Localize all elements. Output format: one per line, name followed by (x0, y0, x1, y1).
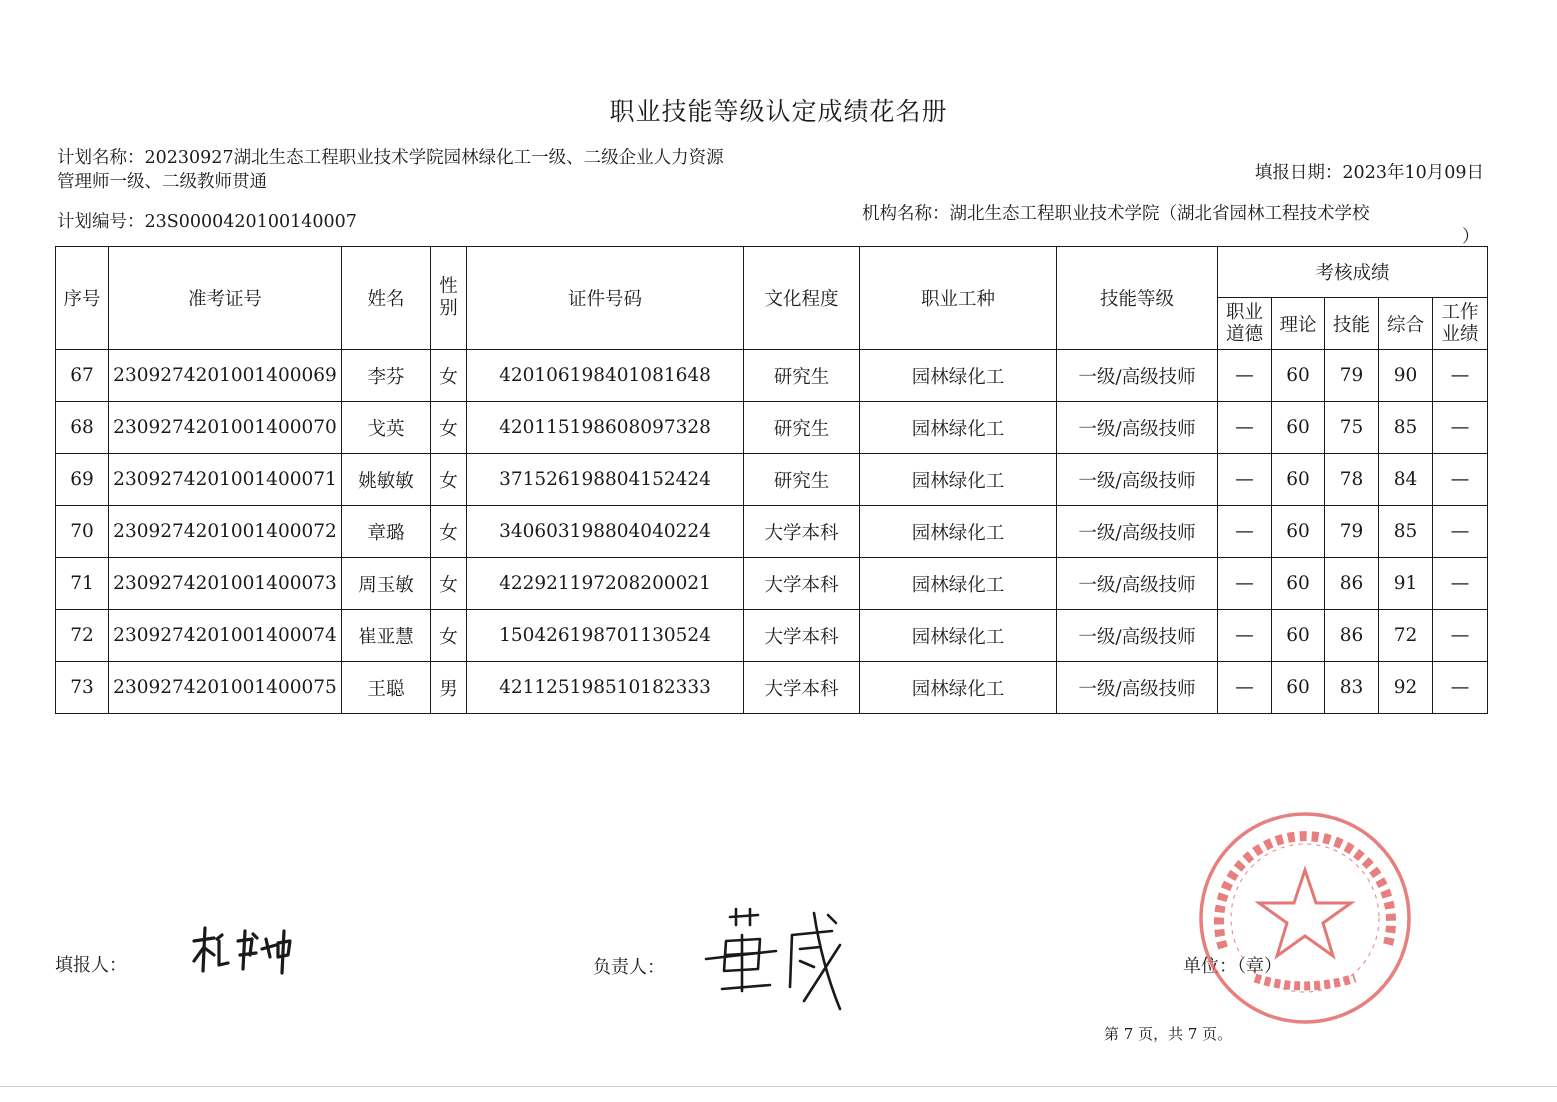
score-roster-table (55, 246, 1488, 714)
cell-exam-no: 2309274201001400073 (109, 558, 342, 610)
cell-overall: 85 (1379, 506, 1433, 558)
cell-gender: 女 (431, 350, 467, 402)
cell-education: 研究生 (744, 350, 860, 402)
cell-seq: 73 (56, 662, 109, 714)
cell-theory: 60 (1272, 662, 1325, 714)
cell-skill: 79 (1325, 506, 1379, 558)
cell-name: 李芬 (342, 350, 431, 402)
table-row (56, 610, 1488, 662)
cell-work-perf: — (1433, 402, 1488, 454)
cell-skill: 79 (1325, 350, 1379, 402)
plan-name-line-2: 管理师一级、二级教师贯通 (57, 172, 267, 192)
cell-exam-no: 2309274201001400074 (109, 610, 342, 662)
cell-ethics: — (1218, 402, 1272, 454)
cell-level: 一级/高级技师 (1057, 558, 1218, 610)
cell-id-no: 150426198701130524 (467, 610, 744, 662)
cell-name: 戈英 (342, 402, 431, 454)
cell-exam-no: 2309274201001400072 (109, 506, 342, 558)
table-row (56, 558, 1488, 610)
cell-skill: 83 (1325, 662, 1379, 714)
cell-education: 大学本科 (744, 610, 860, 662)
col-header-exam-no: 准考证号 (109, 247, 342, 350)
col-header-theory: 理论 (1272, 298, 1325, 350)
cell-seq: 70 (56, 506, 109, 558)
cell-gender: 女 (431, 454, 467, 506)
cell-name: 王聪 (342, 662, 431, 714)
cell-id-no: 371526198804152424 (467, 454, 744, 506)
cell-level: 一级/高级技师 (1057, 506, 1218, 558)
organization-name: 机构名称：湖北生态工程职业技术学院（湖北省园林工程技术学校 (862, 204, 1370, 224)
cell-gender: 女 (431, 610, 467, 662)
header-row-1 (56, 247, 1488, 298)
table-row (56, 402, 1488, 454)
cell-work-perf: — (1433, 558, 1488, 610)
cell-work-perf: — (1433, 662, 1488, 714)
filler-signature (190, 925, 305, 977)
cell-work-perf: — (1433, 350, 1488, 402)
cell-level: 一级/高级技师 (1057, 610, 1218, 662)
responsible-label: 负责人： (593, 957, 665, 978)
cell-exam-no: 2309274201001400070 (109, 402, 342, 454)
cell-theory: 60 (1272, 350, 1325, 402)
cell-theory: 60 (1272, 610, 1325, 662)
cell-skill: 75 (1325, 402, 1379, 454)
cell-occupation: 园林绿化工 (860, 558, 1057, 610)
organization-name-tail: ） (1462, 227, 1480, 247)
scan-edge-line (0, 1086, 1557, 1087)
cell-work-perf: — (1433, 610, 1488, 662)
cell-occupation: 园林绿化工 (860, 454, 1057, 506)
cell-occupation: 园林绿化工 (860, 506, 1057, 558)
cell-ethics: — (1218, 506, 1272, 558)
plan-name-line-1: 计划名称：20230927湖北生态工程职业技术学院园林绿化工一级、二级企业人力资源 (57, 148, 724, 168)
cell-id-no: 420115198608097328 (467, 402, 744, 454)
unit-seal-label: 单位：（章） (1183, 956, 1282, 977)
cell-theory: 60 (1272, 402, 1325, 454)
cell-seq: 71 (56, 558, 109, 610)
cell-overall: 92 (1379, 662, 1433, 714)
cell-education: 研究生 (744, 402, 860, 454)
cell-overall: 84 (1379, 454, 1433, 506)
cell-work-perf: — (1433, 506, 1488, 558)
col-header-name: 姓名 (342, 247, 431, 350)
cell-theory: 60 (1272, 558, 1325, 610)
cell-seq: 72 (56, 610, 109, 662)
cell-level: 一级/高级技师 (1057, 402, 1218, 454)
col-header-id-no: 证件号码 (467, 247, 744, 350)
table-row (56, 506, 1488, 558)
cell-name: 章璐 (342, 506, 431, 558)
col-header-overall: 综合 (1379, 298, 1433, 350)
cell-gender: 男 (431, 662, 467, 714)
cell-ethics: — (1218, 558, 1272, 610)
cell-level: 一级/高级技师 (1057, 454, 1218, 506)
col-header-education: 文化程度 (744, 247, 860, 350)
cell-occupation: 园林绿化工 (860, 610, 1057, 662)
cell-exam-no: 2309274201001400071 (109, 454, 342, 506)
cell-seq: 69 (56, 454, 109, 506)
cell-skill: 78 (1325, 454, 1379, 506)
cell-id-no: 340603198804040224 (467, 506, 744, 558)
col-header-ethics: 职业道德 (1218, 298, 1272, 350)
cell-name: 姚敏敏 (342, 454, 431, 506)
table-row (56, 454, 1488, 506)
table-row (56, 350, 1488, 402)
col-header-work-perf: 工作业绩 (1433, 298, 1488, 350)
cell-id-no: 421125198510182333 (467, 662, 744, 714)
cell-gender: 女 (431, 506, 467, 558)
cell-ethics: — (1218, 454, 1272, 506)
cell-seq: 68 (56, 402, 109, 454)
cell-skill: 86 (1325, 558, 1379, 610)
col-header-gender: 性别 (431, 247, 467, 350)
red-round-seal-icon (1195, 808, 1415, 1028)
responsible-signature (700, 905, 860, 1017)
cell-exam-no: 2309274201001400069 (109, 350, 342, 402)
cell-name: 周玉敏 (342, 558, 431, 610)
cell-level: 一级/高级技师 (1057, 350, 1218, 402)
page-number-note: 第 7 页，共 7 页。 (1104, 1025, 1233, 1043)
cell-overall: 85 (1379, 402, 1433, 454)
cell-occupation: 园林绿化工 (860, 662, 1057, 714)
cell-gender: 女 (431, 402, 467, 454)
cell-exam-no: 2309274201001400075 (109, 662, 342, 714)
col-header-occupation: 职业工种 (860, 247, 1057, 350)
cell-work-perf: — (1433, 454, 1488, 506)
col-header-level: 技能等级 (1057, 247, 1218, 350)
col-header-seq: 序号 (56, 247, 109, 350)
cell-theory: 60 (1272, 506, 1325, 558)
fill-date: 填报日期：2023年10月09日 (1254, 163, 1484, 183)
cell-education: 大学本科 (744, 662, 860, 714)
cell-gender: 女 (431, 558, 467, 610)
cell-level: 一级/高级技师 (1057, 662, 1218, 714)
cell-name: 崔亚慧 (342, 610, 431, 662)
cell-ethics: — (1218, 610, 1272, 662)
cell-occupation: 园林绿化工 (860, 350, 1057, 402)
cell-overall: 90 (1379, 350, 1433, 402)
cell-id-no: 422921197208200021 (467, 558, 744, 610)
cell-ethics: — (1218, 350, 1272, 402)
cell-seq: 67 (56, 350, 109, 402)
plan-number: 计划编号：23S0000420100140007 (57, 212, 357, 232)
cell-education: 大学本科 (744, 558, 860, 610)
cell-skill: 86 (1325, 610, 1379, 662)
cell-education: 研究生 (744, 454, 860, 506)
cell-id-no: 420106198401081648 (467, 350, 744, 402)
document-title: 职业技能等级认定成绩花名册 (609, 97, 948, 126)
col-header-scores-group: 考核成绩 (1218, 247, 1488, 298)
cell-theory: 60 (1272, 454, 1325, 506)
table-row (56, 662, 1488, 714)
cell-occupation: 园林绿化工 (860, 402, 1057, 454)
cell-ethics: — (1218, 662, 1272, 714)
cell-overall: 72 (1379, 610, 1433, 662)
filler-label: 填报人： (55, 955, 127, 976)
col-header-skill: 技能 (1325, 298, 1379, 350)
cell-overall: 91 (1379, 558, 1433, 610)
cell-education: 大学本科 (744, 506, 860, 558)
